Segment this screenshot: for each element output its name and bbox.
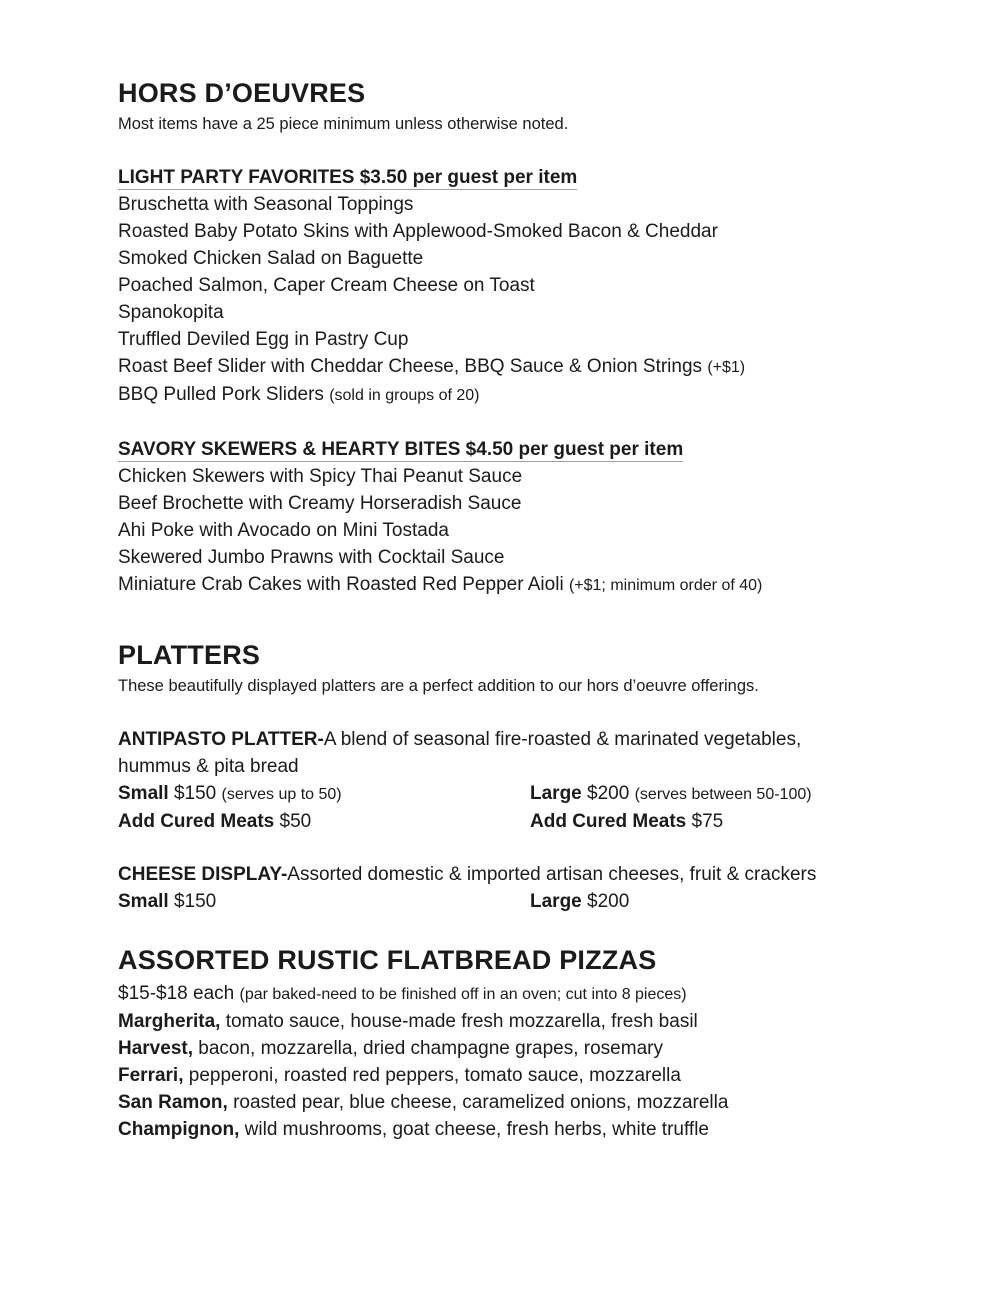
- price-note: (par baked-need to be finished off in an oven; cut into 8 pieces): [239, 986, 687, 1003]
- addon-label: Add Cured Meats: [530, 811, 687, 832]
- pizza-item: [118, 1062, 864, 1089]
- price-value: $75: [691, 811, 724, 832]
- item-text: Bruschetta with Seasonal Toppings: [118, 194, 414, 215]
- menu-item: [118, 299, 864, 326]
- section-title-platters: PLATTERS: [118, 640, 261, 670]
- item-text: Roasted Baby Potato Skins with Applewood-Smoked Bacon & Cheddar: [118, 221, 718, 242]
- menu-item: [118, 490, 864, 517]
- pizza-name: Margherita,: [118, 1011, 221, 1032]
- pizza-name: Ferrari,: [118, 1065, 184, 1086]
- item-text: Roast Beef Slider with Cheddar Cheese, BBQ Sauce & Onion Strings: [118, 356, 703, 377]
- item-note: (+$1): [707, 359, 746, 376]
- item-text: Beef Brochette with Creamy Horseradish Sauce: [118, 493, 522, 514]
- section-title-hors-doeuvres: HORS D’OEUVRES: [118, 78, 366, 108]
- menu-item: [118, 272, 864, 299]
- size-label: Large: [530, 783, 582, 804]
- pizza-name: Harvest,: [118, 1038, 193, 1059]
- item-text: Chicken Skewers with Spicy Thai Peanut Sauce: [118, 466, 523, 487]
- platter-name-desc: [118, 861, 864, 888]
- item-text: Ahi Poke with Avocado on Mini Tostada: [118, 520, 449, 541]
- size-label: Large: [530, 891, 582, 912]
- item-text: Skewered Jumbo Prawns with Cocktail Sauce: [118, 547, 505, 568]
- price-value: $150: [173, 891, 217, 912]
- addon-right: [530, 808, 864, 835]
- item-text: Miniature Crab Cakes with Roasted Red Pepper Aioli: [118, 574, 564, 595]
- pizza-item: [118, 1089, 864, 1116]
- pizza-price-line: [118, 980, 864, 1008]
- menu-content: [118, 78, 864, 1143]
- price-small: [118, 780, 530, 808]
- platter-entry-cheese: [118, 861, 864, 915]
- price-note: (serves between 50-100): [634, 786, 812, 803]
- price-text: $15-$18 each: [118, 983, 235, 1004]
- item-text: Spanokopita: [118, 302, 224, 323]
- addon-left: [118, 808, 530, 835]
- item-text: Truffled Deviled Egg in Pastry Cup: [118, 329, 409, 350]
- item-text: BBQ Pulled Pork Sliders: [118, 384, 324, 405]
- price-row-sizes: [118, 888, 864, 915]
- pizza-item: [118, 1116, 864, 1143]
- price-value: $50: [279, 811, 312, 832]
- menu-item: [118, 381, 864, 409]
- size-label: Small: [118, 783, 169, 804]
- platter-name-desc: [118, 726, 864, 780]
- menu-item: [118, 191, 864, 218]
- price-row-sizes: [118, 780, 864, 808]
- platter-name: ANTIPASTO PLATTER-: [118, 729, 324, 750]
- item-text: Smoked Chicken Salad on Baguette: [118, 248, 424, 269]
- menu-item: [118, 463, 864, 490]
- pizza-name: Champignon,: [118, 1119, 240, 1140]
- pizza-name: San Ramon,: [118, 1092, 228, 1113]
- group-heading-text: LIGHT PARTY FAVORITES $3.50 per guest per item: [118, 167, 578, 188]
- pizza-desc: wild mushrooms, goat cheese, fresh herbs, white truffle: [244, 1119, 709, 1140]
- menu-item: [118, 571, 864, 599]
- price-value: $200: [587, 783, 630, 804]
- price-value: $200: [587, 891, 630, 912]
- group-heading-light-party-favorites: [118, 164, 864, 191]
- item-text: Poached Salmon, Caper Cream Cheese on Toast: [118, 275, 535, 296]
- menu-item: [118, 544, 864, 571]
- pizza-desc: pepperoni, roasted red peppers, tomato sauce, mozzarella: [188, 1065, 681, 1086]
- price-value: $150: [173, 783, 217, 804]
- platter-name: CHEESE DISPLAY-: [118, 864, 288, 885]
- item-note: (sold in groups of 20): [329, 387, 480, 404]
- group-heading-savory-skewers: [118, 436, 864, 463]
- size-label: Small: [118, 891, 169, 912]
- item-note: (+$1; minimum order of 40): [568, 577, 763, 594]
- price-row-addons: [118, 808, 864, 835]
- hors-doeuvres-subtitle: Most items have a 25 piece minimum unless otherwise noted.: [118, 115, 569, 133]
- menu-item: [118, 517, 864, 544]
- section-title-flatbread-pizzas: ASSORTED RUSTIC FLATBREAD PIZZAS: [118, 945, 657, 975]
- pizza-desc: bacon, mozzarella, dried champagne grapes, rosemary: [198, 1038, 663, 1059]
- menu-item: [118, 218, 864, 245]
- menu-item: [118, 353, 864, 381]
- price-large: [530, 780, 864, 808]
- pizza-desc: tomato sauce, house-made fresh mozzarella, fresh basil: [225, 1011, 698, 1032]
- group-heading-text: SAVORY SKEWERS & HEARTY BITES $4.50 per guest per item: [118, 439, 684, 460]
- price-large: [530, 888, 864, 915]
- platter-desc: Assorted domestic & imported artisan cheeses, fruit & crackers: [287, 864, 817, 885]
- addon-label: Add Cured Meats: [118, 811, 275, 832]
- menu-item: [118, 245, 864, 272]
- pizza-item: [118, 1035, 864, 1062]
- platter-desc: A blend of seasonal fire-roasted & marinated vegetables, hummus & pita bread: [118, 729, 802, 777]
- platter-entry-antipasto: [118, 726, 864, 835]
- price-note: (serves up to 50): [221, 786, 342, 803]
- pizza-item: [118, 1008, 864, 1035]
- menu-item: [118, 326, 864, 353]
- platters-subtitle: These beautifully displayed platters are a perfect addition to our hors d’oeuvre offerings.: [118, 677, 759, 695]
- price-small: [118, 888, 530, 915]
- pizza-desc: roasted pear, blue cheese, caramelized onions, mozzarella: [233, 1092, 729, 1113]
